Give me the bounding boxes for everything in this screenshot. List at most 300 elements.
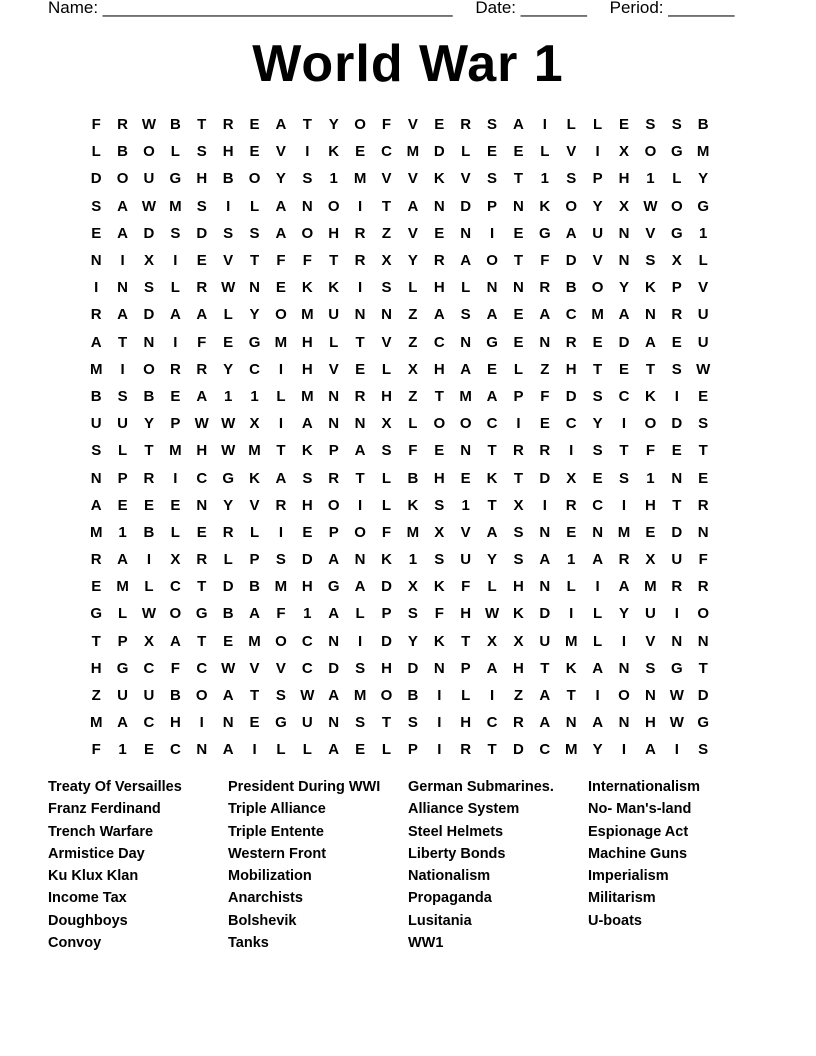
grid-letter[interactable]: W: [221, 279, 236, 297]
grid-letter[interactable]: W: [221, 659, 236, 677]
grid-letter[interactable]: I: [489, 224, 495, 242]
grid-letter[interactable]: I: [278, 415, 284, 433]
grid-letter[interactable]: R: [565, 333, 577, 351]
grid-letter[interactable]: N: [301, 197, 313, 215]
grid-letter[interactable]: V: [275, 143, 286, 161]
grid-letter[interactable]: A: [90, 333, 102, 351]
grid-letter[interactable]: T: [249, 687, 260, 705]
grid-letter[interactable]: T: [249, 252, 260, 270]
grid-letter[interactable]: A: [486, 659, 498, 677]
grid-letter[interactable]: R: [513, 714, 524, 732]
grid-letter[interactable]: N: [196, 496, 208, 514]
grid-letter[interactable]: N: [486, 279, 498, 297]
grid-letter[interactable]: E: [143, 496, 154, 514]
grid-letter[interactable]: I: [542, 116, 547, 134]
grid-letter[interactable]: K: [381, 551, 392, 569]
grid-letter[interactable]: T: [698, 659, 708, 677]
grid-letter[interactable]: A: [354, 578, 366, 596]
grid-letter[interactable]: A: [275, 197, 287, 215]
grid-letter[interactable]: D: [301, 551, 313, 569]
grid-letter[interactable]: H: [381, 387, 392, 405]
grid-letter[interactable]: A: [275, 469, 287, 487]
grid-letter[interactable]: T: [381, 197, 392, 215]
grid-letter[interactable]: O: [354, 523, 366, 541]
grid-letter[interactable]: 1: [646, 170, 655, 188]
grid-letter[interactable]: N: [249, 279, 260, 297]
grid-letter[interactable]: I: [489, 687, 495, 705]
grid-letter[interactable]: E: [592, 469, 603, 487]
grid-letter[interactable]: V: [328, 360, 339, 378]
grid-letter[interactable]: G: [327, 578, 340, 596]
grid-letter[interactable]: F: [540, 387, 550, 405]
grid-letter[interactable]: M: [564, 741, 578, 759]
grid-letter[interactable]: I: [437, 714, 442, 732]
grid-letter[interactable]: R: [354, 252, 366, 270]
grid-letter[interactable]: T: [91, 632, 101, 650]
grid-letter[interactable]: E: [91, 578, 102, 596]
grid-letter[interactable]: L: [276, 387, 286, 405]
grid-letter[interactable]: H: [328, 224, 340, 242]
grid-letter[interactable]: D: [539, 605, 551, 623]
grid-letter[interactable]: N: [222, 714, 234, 732]
grid-letter[interactable]: C: [143, 659, 155, 677]
grid-letter[interactable]: S: [407, 714, 418, 732]
grid-letter[interactable]: H: [196, 442, 208, 460]
grid-letter[interactable]: N: [644, 306, 656, 324]
grid-letter[interactable]: H: [565, 360, 577, 378]
grid-letter[interactable]: Z: [513, 687, 524, 705]
grid-letter[interactable]: B: [90, 387, 102, 405]
grid-letter[interactable]: M: [89, 714, 103, 732]
grid-letter[interactable]: A: [275, 116, 287, 134]
grid-letter[interactable]: A: [539, 551, 551, 569]
grid-letter[interactable]: S: [619, 469, 630, 487]
grid-letter[interactable]: K: [328, 279, 340, 297]
grid-letter[interactable]: V: [645, 224, 656, 242]
grid-letter[interactable]: D: [90, 170, 102, 188]
grid-letter[interactable]: E: [460, 469, 471, 487]
grid-letter[interactable]: A: [592, 714, 604, 732]
grid-letter[interactable]: N: [697, 632, 709, 650]
grid-letter[interactable]: A: [275, 224, 287, 242]
grid-letter[interactable]: P: [249, 551, 260, 569]
grid-letter[interactable]: I: [146, 551, 152, 569]
grid-letter[interactable]: X: [143, 252, 154, 270]
grid-letter[interactable]: W: [221, 442, 236, 460]
grid-letter[interactable]: V: [249, 496, 260, 514]
grid-letter[interactable]: U: [143, 687, 155, 705]
grid-letter[interactable]: N: [354, 415, 366, 433]
grid-letter[interactable]: A: [196, 387, 208, 405]
grid-letter[interactable]: N: [565, 714, 577, 732]
grid-letter[interactable]: N: [196, 741, 208, 759]
grid-letter[interactable]: Y: [143, 415, 154, 433]
grid-letter[interactable]: N: [328, 387, 340, 405]
grid-letter[interactable]: A: [169, 632, 181, 650]
grid-letter[interactable]: H: [433, 469, 445, 487]
grid-letter[interactable]: E: [170, 496, 181, 514]
grid-letter[interactable]: S: [91, 442, 102, 460]
grid-letter[interactable]: D: [381, 578, 392, 596]
grid-letter[interactable]: A: [407, 197, 419, 215]
grid-letter[interactable]: S: [275, 687, 286, 705]
grid-letter[interactable]: H: [196, 170, 208, 188]
grid-letter[interactable]: L: [91, 143, 101, 161]
grid-letter[interactable]: N: [697, 523, 709, 541]
grid-letter[interactable]: C: [618, 387, 630, 405]
grid-letter[interactable]: E: [117, 496, 128, 514]
grid-letter[interactable]: A: [354, 442, 366, 460]
grid-letter[interactable]: D: [381, 632, 392, 650]
grid-letter[interactable]: D: [618, 333, 630, 351]
grid-letter[interactable]: X: [170, 551, 181, 569]
grid-letter[interactable]: G: [275, 714, 287, 732]
grid-letter[interactable]: C: [196, 659, 208, 677]
grid-letter[interactable]: E: [170, 387, 181, 405]
grid-letter[interactable]: T: [513, 252, 524, 270]
grid-letter[interactable]: O: [486, 252, 498, 270]
grid-letter[interactable]: U: [592, 224, 604, 242]
grid-letter[interactable]: I: [621, 415, 627, 433]
grid-letter[interactable]: O: [327, 496, 340, 514]
grid-letter[interactable]: T: [593, 360, 603, 378]
grid-letter[interactable]: N: [460, 442, 472, 460]
grid-letter[interactable]: P: [487, 197, 498, 215]
grid-letter[interactable]: E: [91, 224, 102, 242]
grid-letter[interactable]: I: [305, 143, 310, 161]
grid-letter[interactable]: C: [592, 496, 604, 514]
grid-letter[interactable]: S: [513, 551, 524, 569]
grid-letter[interactable]: S: [592, 387, 603, 405]
grid-letter[interactable]: O: [195, 687, 208, 705]
grid-letter[interactable]: N: [433, 197, 445, 215]
grid-letter[interactable]: F: [197, 333, 207, 351]
grid-letter[interactable]: T: [329, 252, 339, 270]
grid-letter[interactable]: X: [566, 469, 577, 487]
grid-letter[interactable]: 1: [223, 387, 233, 405]
grid-letter[interactable]: R: [460, 741, 472, 759]
grid-letter[interactable]: O: [275, 306, 287, 324]
grid-letter[interactable]: R: [328, 469, 340, 487]
grid-letter[interactable]: V: [645, 632, 656, 650]
grid-letter[interactable]: T: [487, 741, 497, 759]
grid-letter[interactable]: P: [328, 442, 339, 460]
grid-letter[interactable]: S: [196, 143, 207, 161]
grid-letter[interactable]: K: [539, 197, 551, 215]
grid-letter[interactable]: E: [513, 333, 524, 351]
grid-letter[interactable]: A: [486, 306, 498, 324]
grid-letter[interactable]: F: [645, 442, 655, 460]
grid-letter[interactable]: H: [301, 360, 313, 378]
grid-letter[interactable]: D: [565, 387, 577, 405]
grid-letter[interactable]: L: [223, 306, 233, 324]
grid-letter[interactable]: S: [275, 551, 286, 569]
grid-letter[interactable]: T: [197, 116, 207, 134]
grid-letter[interactable]: R: [618, 551, 630, 569]
grid-letter[interactable]: W: [669, 714, 684, 732]
grid-letter[interactable]: D: [196, 224, 208, 242]
grid-letter[interactable]: A: [644, 333, 656, 351]
grid-letter[interactable]: F: [91, 741, 101, 759]
grid-letter[interactable]: I: [437, 687, 442, 705]
grid-letter[interactable]: I: [621, 632, 627, 650]
grid-letter[interactable]: V: [407, 170, 418, 188]
grid-letter[interactable]: G: [195, 605, 208, 623]
grid-letter[interactable]: S: [487, 170, 498, 188]
grid-letter[interactable]: A: [565, 224, 577, 242]
grid-letter[interactable]: M: [406, 143, 420, 161]
grid-letter[interactable]: R: [222, 116, 234, 134]
grid-letter[interactable]: A: [301, 415, 313, 433]
grid-letter[interactable]: D: [143, 224, 155, 242]
grid-letter[interactable]: G: [670, 143, 683, 161]
grid-letter[interactable]: C: [565, 415, 577, 433]
grid-letter[interactable]: M: [644, 578, 657, 596]
grid-letter[interactable]: S: [355, 714, 366, 732]
grid-letter[interactable]: K: [486, 469, 498, 487]
grid-letter[interactable]: T: [355, 469, 365, 487]
grid-letter[interactable]: Z: [408, 387, 418, 405]
grid-letter[interactable]: C: [486, 415, 498, 433]
grid-letter[interactable]: S: [355, 659, 366, 677]
grid-letter[interactable]: A: [222, 741, 234, 759]
grid-letter[interactable]: Z: [408, 306, 418, 324]
grid-letter[interactable]: D: [671, 523, 683, 541]
grid-letter[interactable]: B: [117, 143, 128, 161]
grid-letter[interactable]: A: [644, 741, 656, 759]
grid-letter[interactable]: I: [595, 143, 600, 161]
grid-letter[interactable]: F: [381, 116, 392, 134]
grid-letter[interactable]: L: [118, 605, 128, 623]
grid-letter[interactable]: M: [301, 387, 314, 405]
grid-letter[interactable]: R: [433, 252, 445, 270]
grid-letter[interactable]: L: [698, 252, 708, 270]
grid-letter[interactable]: T: [355, 333, 365, 351]
grid-letter[interactable]: I: [595, 687, 600, 705]
grid-letter[interactable]: Y: [275, 170, 286, 188]
grid-letter[interactable]: X: [671, 252, 682, 270]
grid-letter[interactable]: F: [170, 659, 180, 677]
grid-letter[interactable]: I: [674, 387, 679, 405]
grid-letter[interactable]: S: [91, 197, 102, 215]
grid-letter[interactable]: M: [274, 578, 288, 596]
grid-letter[interactable]: R: [539, 279, 551, 297]
grid-letter[interactable]: B: [697, 116, 709, 134]
grid-letter[interactable]: G: [116, 659, 129, 677]
grid-letter[interactable]: A: [328, 741, 340, 759]
grid-letter[interactable]: W: [484, 605, 500, 623]
grid-letter[interactable]: E: [619, 360, 630, 378]
grid-letter[interactable]: I: [199, 714, 204, 732]
grid-letter[interactable]: T: [302, 116, 312, 134]
grid-letter[interactable]: M: [406, 523, 420, 541]
grid-letter[interactable]: N: [539, 578, 551, 596]
grid-letter[interactable]: N: [143, 333, 155, 351]
grid-letter[interactable]: V: [407, 116, 418, 134]
grid-letter[interactable]: E: [645, 523, 656, 541]
grid-letter[interactable]: M: [116, 578, 129, 596]
grid-letter[interactable]: L: [249, 523, 260, 541]
grid-letter[interactable]: A: [618, 578, 630, 596]
grid-letter[interactable]: I: [358, 197, 363, 215]
grid-letter[interactable]: U: [539, 632, 551, 650]
grid-letter[interactable]: W: [141, 116, 157, 134]
grid-letter[interactable]: E: [434, 224, 445, 242]
grid-letter[interactable]: A: [539, 714, 551, 732]
grid-letter[interactable]: C: [539, 741, 551, 759]
grid-letter[interactable]: T: [698, 442, 708, 460]
grid-letter[interactable]: E: [487, 360, 498, 378]
grid-letter[interactable]: C: [381, 143, 392, 161]
grid-letter[interactable]: M: [248, 632, 261, 650]
grid-letter[interactable]: H: [644, 714, 656, 732]
grid-letter[interactable]: E: [513, 143, 524, 161]
grid-letter[interactable]: N: [117, 279, 128, 297]
grid-letter[interactable]: N: [460, 224, 472, 242]
grid-letter[interactable]: I: [516, 415, 521, 433]
grid-letter[interactable]: 1: [646, 469, 655, 487]
grid-letter[interactable]: V: [249, 659, 260, 677]
grid-letter[interactable]: C: [301, 632, 313, 650]
grid-letter[interactable]: K: [407, 496, 419, 514]
grid-letter[interactable]: G: [539, 224, 551, 242]
grid-letter[interactable]: B: [407, 687, 419, 705]
grid-letter[interactable]: I: [94, 279, 99, 297]
grid-letter[interactable]: X: [407, 360, 418, 378]
grid-letter[interactable]: X: [619, 143, 630, 161]
grid-letter[interactable]: L: [355, 605, 365, 623]
grid-letter[interactable]: B: [169, 116, 181, 134]
grid-letter[interactable]: I: [595, 578, 600, 596]
grid-letter[interactable]: A: [117, 306, 128, 324]
grid-letter[interactable]: K: [328, 143, 340, 161]
grid-letter[interactable]: G: [697, 197, 710, 215]
grid-letter[interactable]: M: [564, 632, 578, 650]
grid-letter[interactable]: P: [460, 659, 471, 677]
grid-letter[interactable]: A: [460, 360, 472, 378]
grid-letter[interactable]: 1: [303, 605, 312, 623]
grid-letter[interactable]: Y: [328, 116, 339, 134]
grid-letter[interactable]: C: [565, 306, 577, 324]
grid-letter[interactable]: H: [222, 143, 234, 161]
grid-letter[interactable]: T: [276, 442, 286, 460]
grid-letter[interactable]: P: [671, 279, 682, 297]
grid-letter[interactable]: N: [328, 415, 340, 433]
grid-letter[interactable]: O: [644, 415, 657, 433]
grid-letter[interactable]: D: [539, 469, 551, 487]
grid-letter[interactable]: U: [143, 170, 155, 188]
grid-letter[interactable]: L: [487, 578, 497, 596]
grid-letter[interactable]: T: [540, 659, 550, 677]
grid-letter[interactable]: R: [90, 306, 102, 324]
grid-letter[interactable]: S: [249, 224, 260, 242]
grid-letter[interactable]: E: [223, 632, 234, 650]
grid-letter[interactable]: D: [460, 197, 472, 215]
grid-letter[interactable]: S: [196, 197, 207, 215]
grid-letter[interactable]: M: [274, 333, 288, 351]
grid-letter[interactable]: L: [170, 279, 180, 297]
grid-letter[interactable]: X: [487, 632, 498, 650]
grid-letter[interactable]: A: [117, 224, 128, 242]
grid-letter[interactable]: S: [407, 605, 418, 623]
grid-letter[interactable]: U: [117, 415, 128, 433]
grid-letter[interactable]: H: [433, 279, 445, 297]
grid-letter[interactable]: N: [328, 714, 340, 732]
grid-letter[interactable]: K: [644, 387, 656, 405]
grid-letter[interactable]: E: [566, 523, 577, 541]
grid-letter[interactable]: S: [223, 224, 234, 242]
grid-letter[interactable]: A: [592, 551, 604, 569]
grid-letter[interactable]: X: [381, 415, 392, 433]
grid-letter[interactable]: R: [354, 387, 366, 405]
grid-letter[interactable]: S: [302, 469, 313, 487]
grid-letter[interactable]: B: [143, 387, 155, 405]
grid-letter[interactable]: L: [566, 116, 576, 134]
grid-letter[interactable]: O: [644, 143, 657, 161]
grid-letter[interactable]: N: [618, 659, 630, 677]
grid-letter[interactable]: H: [169, 714, 181, 732]
grid-letter[interactable]: R: [697, 496, 709, 514]
grid-letter[interactable]: L: [540, 143, 550, 161]
grid-letter[interactable]: D: [222, 578, 234, 596]
grid-letter[interactable]: R: [539, 442, 551, 460]
grid-letter[interactable]: T: [118, 333, 128, 351]
grid-letter[interactable]: L: [223, 551, 233, 569]
grid-letter[interactable]: I: [621, 741, 627, 759]
grid-letter[interactable]: X: [619, 197, 630, 215]
grid-letter[interactable]: Z: [540, 360, 550, 378]
grid-letter[interactable]: W: [194, 415, 209, 433]
grid-letter[interactable]: M: [169, 197, 182, 215]
grid-letter[interactable]: K: [301, 279, 313, 297]
grid-letter[interactable]: X: [143, 632, 154, 650]
grid-letter[interactable]: R: [196, 279, 208, 297]
grid-letter[interactable]: I: [173, 252, 178, 270]
grid-letter[interactable]: A: [433, 306, 445, 324]
grid-letter[interactable]: T: [619, 442, 629, 460]
grid-letter[interactable]: E: [355, 360, 366, 378]
grid-letter[interactable]: A: [328, 551, 340, 569]
grid-letter[interactable]: K: [249, 469, 260, 487]
grid-letter[interactable]: E: [249, 714, 260, 732]
grid-letter[interactable]: N: [354, 306, 366, 324]
grid-letter[interactable]: S: [143, 279, 154, 297]
grid-letter[interactable]: N: [460, 333, 472, 351]
grid-letter[interactable]: N: [618, 714, 630, 732]
grid-letter[interactable]: K: [644, 279, 656, 297]
grid-letter[interactable]: D: [565, 252, 577, 270]
grid-letter[interactable]: R: [354, 224, 366, 242]
grid-letter[interactable]: A: [539, 687, 551, 705]
grid-letter[interactable]: Y: [223, 360, 234, 378]
grid-letter[interactable]: T: [487, 442, 497, 460]
grid-letter[interactable]: I: [173, 469, 178, 487]
grid-letter[interactable]: V: [381, 170, 392, 188]
grid-letter[interactable]: F: [408, 442, 418, 460]
grid-letter[interactable]: H: [381, 659, 392, 677]
grid-letter[interactable]: N: [671, 469, 683, 487]
grid-letter[interactable]: N: [618, 252, 630, 270]
date-field[interactable]: Date: _______: [475, 0, 587, 17]
grid-letter[interactable]: 1: [461, 496, 470, 514]
grid-letter[interactable]: K: [433, 170, 445, 188]
grid-letter[interactable]: W: [696, 360, 711, 378]
grid-letter[interactable]: L: [461, 687, 471, 705]
grid-letter[interactable]: C: [433, 333, 445, 351]
grid-letter[interactable]: R: [460, 116, 472, 134]
grid-letter[interactable]: L: [461, 279, 471, 297]
grid-letter[interactable]: O: [380, 687, 393, 705]
